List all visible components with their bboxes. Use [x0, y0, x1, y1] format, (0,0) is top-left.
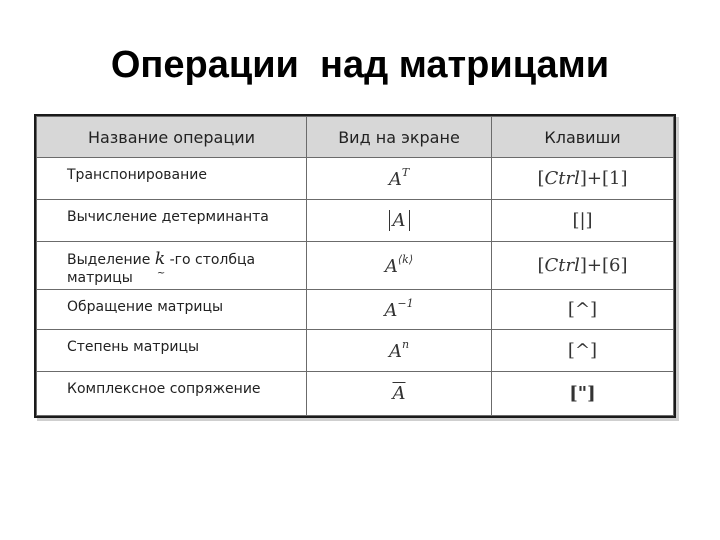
operation-name-line2: матрицы: [67, 270, 133, 286]
screen-view: [307, 330, 492, 372]
key-label: [|]: [572, 210, 593, 231]
table-header-row: [37, 117, 674, 158]
number-key: 6: [609, 255, 621, 276]
operation-name-suffix: -го столбца: [165, 252, 256, 268]
superscript: −1: [397, 296, 414, 310]
key-combination: [492, 200, 674, 242]
screen-view: [307, 372, 492, 416]
key-combination: [Ctrl]+[6]: [492, 242, 674, 290]
screen-view: [307, 200, 492, 242]
key-combination: [492, 372, 674, 416]
table-row: [37, 290, 674, 330]
matrix-symbol: A: [388, 340, 402, 362]
table-row: [37, 330, 674, 372]
operation-name: Обращение матрицы: [37, 290, 307, 330]
operations-table: [34, 114, 676, 418]
operation-name: Степень матрицы: [37, 330, 307, 372]
matrix-symbol: A: [389, 210, 410, 231]
table-row: [37, 200, 674, 242]
operation-name: [37, 242, 307, 290]
operation-name: Транспонирование: [37, 158, 307, 200]
number-key: 1: [609, 168, 621, 189]
superscript: T: [401, 165, 410, 179]
ctrl-key: Ctrl: [544, 255, 580, 276]
header-screen-view: Вид на экране: [307, 117, 492, 158]
ctrl-key: Ctrl: [544, 168, 580, 189]
matrix-symbol: A: [384, 299, 398, 321]
superscript: n: [401, 337, 410, 351]
screen-view: [307, 242, 492, 290]
table-row: [37, 158, 674, 200]
operation-name-prefix: Выделение: [67, 252, 155, 268]
key-combination: [492, 290, 674, 330]
matrix-symbol: $\overline{A}$: [392, 383, 406, 404]
screen-view: [307, 290, 492, 330]
key-label: [^]: [567, 299, 598, 320]
header-operation-name: Название операции: [37, 117, 307, 158]
header-keys: Клавиши: [492, 117, 674, 158]
operation-name: Комплексное сопряжение: [37, 372, 307, 416]
key-combination: [492, 330, 674, 372]
matrix-symbol: A: [388, 168, 402, 190]
superscript: ⟨k⟩: [397, 252, 414, 266]
column-variable-label: k: [154, 249, 166, 269]
key-label: [^]: [567, 340, 598, 361]
column-variable: k ~: [154, 249, 166, 279]
key-combination: [Ctrl]+[1]: [492, 158, 674, 200]
table-row: [37, 242, 674, 290]
operation-name: Вычисление детерминанта: [37, 200, 307, 242]
key-label: ["]: [569, 383, 596, 404]
matrix-symbol: A: [384, 255, 398, 277]
screen-view: [307, 158, 492, 200]
page-title: Операции над матрицами: [110, 44, 610, 86]
table-row: [37, 372, 674, 416]
